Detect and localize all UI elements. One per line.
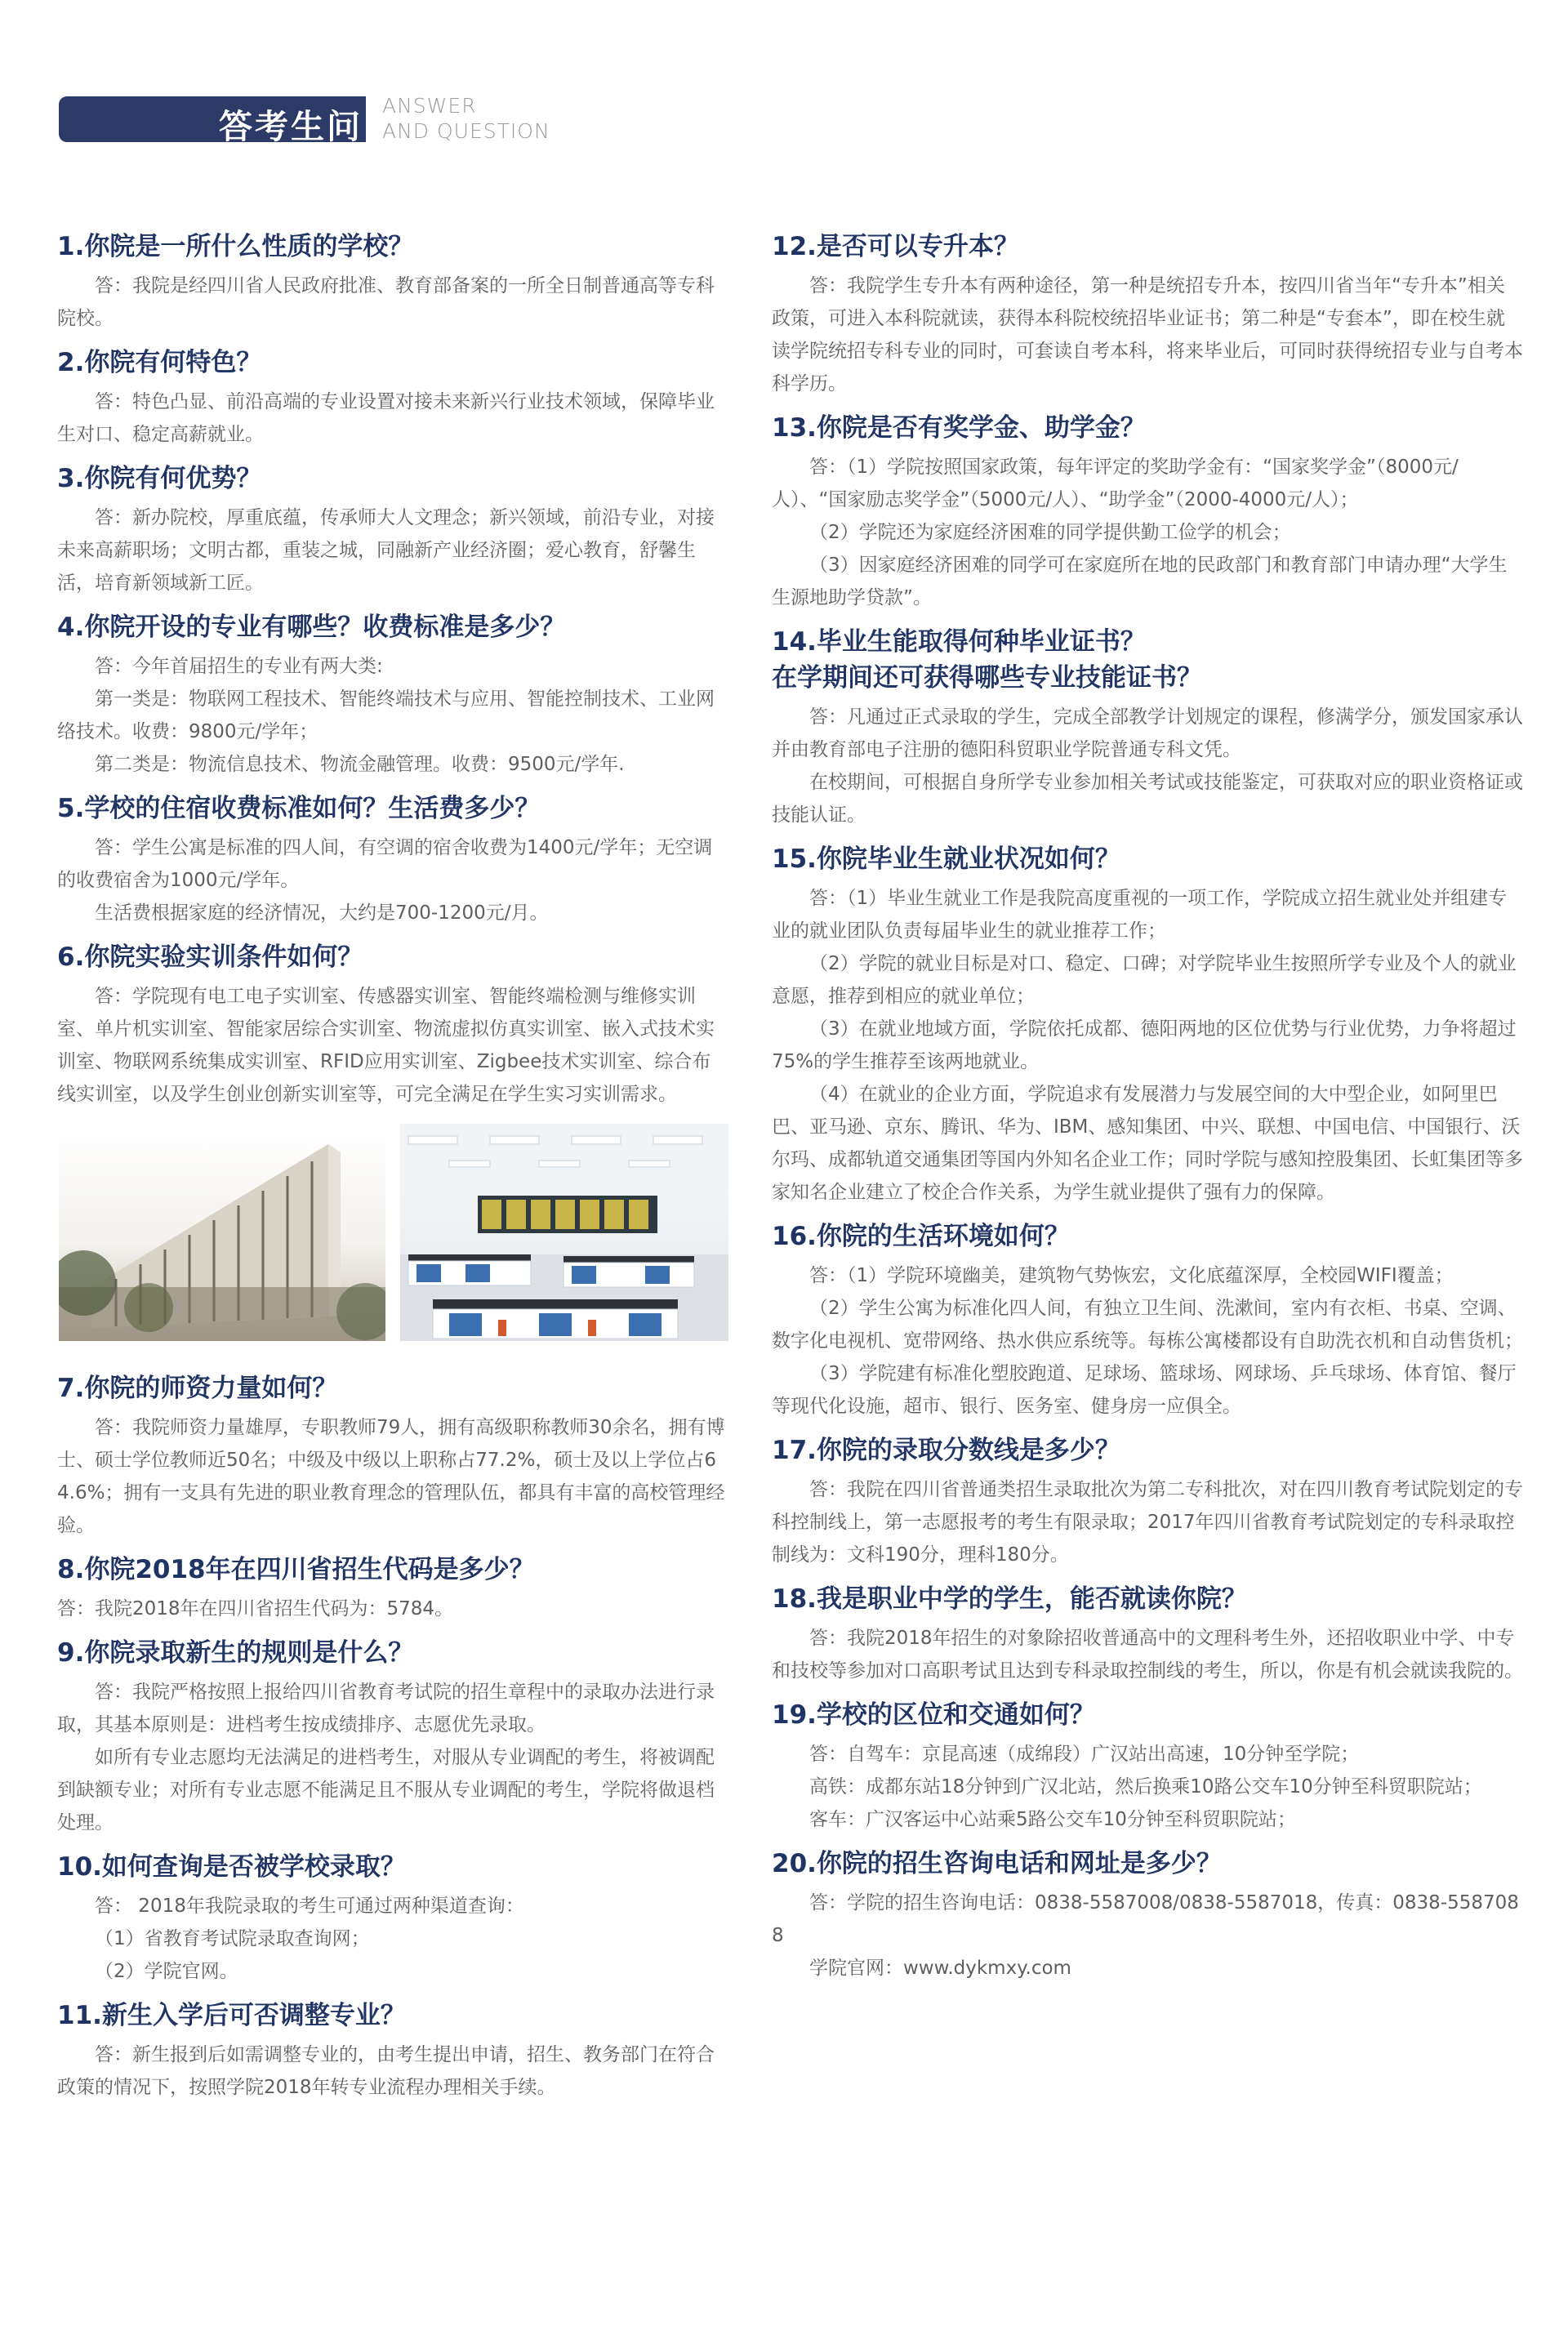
- qa-item-3: [57, 461, 727, 599]
- question-title: 9.你院录取新生的规则是什么？: [57, 1638, 414, 1668]
- header-subtitle-line2: AND QUESTION: [382, 119, 550, 143]
- qa-item-18: [772, 1581, 1523, 1687]
- answer-paragraph: （1）省教育考试院录取查询网；: [95, 1928, 370, 1949]
- question-title: 11.新生入学后可否调整专业？: [57, 2001, 406, 2030]
- qa-item-14: [772, 624, 1523, 831]
- page-header: [59, 93, 647, 147]
- answer-paragraph: （2）学生公寓为标准化四人间，有独立卫生间、洗漱间，室内有衣柜、书桌、空调、数字化电视机、宽带网络、热水供应系统等。每栋公寓楼都设有自助洗衣机和自动售货机；: [772, 1298, 1523, 1352]
- question-title: 2.你院有何特色？: [57, 348, 262, 377]
- qa-item-1: [57, 229, 727, 335]
- answer-paragraph: 答：（1）毕业生就业工作是我院高度重视的一项工作，学院成立招生就业处并组建专业的就业团队负责每届毕业生的就业推荐工作；: [772, 888, 1508, 942]
- answer-paragraph: （2）学院还为家庭经济困难的同学提供勤工俭学的机会；: [809, 522, 1291, 543]
- answer-paragraph: 答：我院2018年招生的对象除招收普通高中的文理科考生外，还招收职业中学、中专和技校等参加对口高职考试且达到专科录取控制线的考生，所以，你是有机会就读我院的。: [772, 1628, 1523, 1682]
- header-subtitle: [382, 93, 550, 144]
- question-title: 19.学校的区位和交通如何？: [772, 1700, 1095, 1730]
- answer-paragraph: 答：新办院校，厚重底蕴，传承师大人文理念；新兴领域，前沿专业，对接未来高薪职场；文明古都，重装之城，同融新产业经济圈；爱心教育，舒馨生活，培育新领域新工匠。: [57, 507, 715, 594]
- answer-paragraph: 答：我院学生专升本有两种途径，第一种是统招专升本，按四川省当年“专升本”相关政策，可进入本科院就读，获得本科院校统招毕业证书；第二种是“专套本”，即在校生就读学院统招专科专业的同时，可套读自考本科，将来毕业后，可同时获得统招专业与自考本科学历。: [772, 275, 1523, 394]
- qa-item-20: [772, 1846, 1523, 1985]
- qa-item-10: [57, 1849, 727, 1988]
- answer-paragraph: 如所有专业志愿均无法满足的进档考生，对服从专业调配的考生，将被调配到缺额专业；对所有专业志愿不能满足且不服从专业调配的考生，学院将做退档处理。: [57, 1747, 715, 1833]
- question-title: 17.你院的录取分数线是多少？: [772, 1436, 1120, 1465]
- answer-paragraph: 高铁：成都东站18分钟到广汉北站，然后换乘10路公交车10分钟至科贸职院站；: [809, 1776, 1482, 1798]
- qa-item-11: [57, 1998, 727, 2104]
- answer-paragraph: 答：我院是经四川省人民政府批准、教育部备案的一所全日制普通高等专科院校。: [57, 275, 715, 329]
- answer-paragraph: 答：凡通过正式录取的学生，完成全部教学计划规定的课程，修满学分，颁发国家承认并由教育部电子注册的德阳科贸职业学院普通专科文凭。: [772, 706, 1523, 760]
- qa-item-5: [57, 791, 727, 929]
- question-title: 8.你院2018年在四川省招生代码是多少？: [57, 1555, 535, 1584]
- answer-paragraph: 答：我院师资力量雄厚，专职教师79人，拥有高级职称教师30余名，拥有博士、硕士学位教师近50名；中级及中级以上职称占77.2%，硕士及以上学位占64.6%；拥有一支具有先进的职业教育理念的管理队伍，都具有丰富的高校管理经验。: [57, 1417, 725, 1536]
- answer-paragraph: （3）在就业地域方面，学院依托成都、德阳两地的区位优势与行业优势，力争将超过75%的学生推荐至该两地就业。: [772, 1018, 1517, 1072]
- left-column: [57, 229, 727, 2114]
- question-title: 7.你院的师资力量如何？: [57, 1374, 338, 1403]
- answer-paragraph: 答：我院在四川省普通类招生录取批次为第二专科批次，对在四川教育考试院划定的专科控制线上，第一志愿报考的考生有限录取；2017年四川省教育考试院划定的专科录取控制线为：文科190分，理科180分。: [772, 1479, 1523, 1566]
- qa-item-8: [57, 1552, 727, 1625]
- answer-paragraph: 生活费根据家庭的经济情况，大约是700-1200元/月。: [95, 902, 549, 924]
- question-title: 18.我是职业中学的学生，能否就读你院？: [772, 1584, 1247, 1614]
- question-title: 12.是否可以专升本？: [772, 232, 1019, 261]
- right-column: [772, 229, 1523, 1994]
- qa-item-15: [772, 841, 1523, 1209]
- question-title: 10.如何查询是否被学校录取？: [57, 1852, 406, 1882]
- answer-paragraph: 答：学生公寓是标准的四人间，有空调的宿舍收费为1400元/学年；无空调的收费宿舍为1000元/学年。: [57, 837, 713, 891]
- qa-item-19: [772, 1697, 1523, 1836]
- question-title: 3.你院有何优势？: [57, 464, 262, 493]
- question-title: [772, 624, 1523, 696]
- qa-item-9: [57, 1635, 727, 1839]
- question-title-line2: 在学期间还可获得哪些专业技能证书？: [772, 663, 1202, 693]
- question-title: 1.你院是一所什么性质的学校？: [57, 232, 414, 261]
- header-title: 答考生问: [219, 107, 363, 146]
- qa-item-16: [772, 1218, 1523, 1423]
- answer-paragraph: 客车：广汉客运中心站乘5路公交车10分钟至科贸职院站；: [809, 1809, 1296, 1830]
- qa-item-7: [57, 1370, 727, 1542]
- answer-paragraph: 答：自驾车：京昆高速（成绵段）广汉站出高速，10分钟至学院；: [809, 1744, 1360, 1765]
- campus-building-photo: [59, 1124, 385, 1341]
- question-title: 4.你院开设的专业有哪些？收费标准是多少？: [57, 613, 566, 642]
- answer-paragraph: 答：特色凸显、前沿高端的专业设置对接未来新兴行业技术领域，保障毕业生对口、稳定高薪就业。: [57, 391, 715, 445]
- answer-paragraph: （2）学院官网。: [95, 1961, 238, 1982]
- answer-paragraph: 答：（1）学院按照国家政策，每年评定的奖助学金有：“国家奖学金”（8000元/人）、“国家励志奖学金”（5000元/人）、“助学金”（2000-4000元/人）；: [772, 457, 1459, 510]
- qa-item-12: [772, 229, 1523, 400]
- answer-paragraph: 答：（1）学院环境幽美，建筑物气势恢宏，文化底蕴深厚，全校园WIFI覆盖；: [809, 1265, 1454, 1286]
- answer-paragraph: 第二类是：物流信息技术、物流金融管理。收费：9500元/学年.: [95, 754, 625, 775]
- qa-item-2: [57, 345, 727, 451]
- question-title-line1: 14.毕业生能取得何种毕业证书？: [772, 627, 1146, 657]
- answer-paragraph: 答：我院2018年在四川省招生代码为：5784。: [57, 1598, 454, 1619]
- answer-paragraph: （4）在就业的企业方面，学院追求有发展潜力与发展空间的大中型企业，如阿里巴巴、亚马逊、京东、腾讯、华为、IBM、感知集团、中兴、联想、中国电信、中国银行、沃尔玛、成都轨道交通集团等国内外知名企业工作；同时学院与感知控股集团、长虹集团等多家知名企业建立了校企合作关系，为学生就业提供了强有力的保障。: [772, 1084, 1523, 1203]
- answer-paragraph: 答：学院现有电工电子实训室、传感器实训室、智能终端检测与维修实训室、单片机实训室、智能家居综合实训室、物流虚拟仿真实训室、嵌入式技术实训室、物联网系统集成实训室、RFID应用实训室、Zigbee技术实训室、综合布线实训室，以及学生创业创新实训室等，可完全满足在学生实习实训需求。: [57, 986, 715, 1105]
- campus-photos: [59, 1124, 727, 1349]
- answer-paragraph: （2）学院的就业目标是对口、稳定、口碑；对学院毕业生按照所学专业及个人的就业意愿，推荐到相应的就业单位；: [772, 953, 1517, 1007]
- qa-item-13: [772, 410, 1523, 614]
- website-text: 学院官网：www.dykmxy.com: [809, 1958, 1071, 1979]
- header-subtitle-line1: ANSWER: [382, 94, 477, 118]
- answer-paragraph: 第一类是：物联网工程技术、智能终端技术与应用、智能控制技术、工业网络技术。收费：9800元/学年；: [57, 688, 715, 742]
- answer-paragraph: （3）因家庭经济困难的同学可在家庭所在地的民政部门和教育部门申请办理“大学生生源地助学贷款”。: [772, 555, 1508, 608]
- answer-paragraph: （3）学院建有标准化塑胶跑道、足球场、篮球场、网球场、乒乓球场、体育馆、餐厅等现代化设施，超市、银行、医务室、健身房一应俱全。: [772, 1363, 1517, 1417]
- qa-item-17: [772, 1432, 1523, 1571]
- answer-paragraph: 答：学院的招生咨询电话：0838-5587008/0838-5587018，传真：0838-5587088: [772, 1892, 1519, 1946]
- answer-paragraph: 答： 2018年我院录取的考生可通过两种渠道查询：: [95, 1896, 524, 1917]
- lab-room-photo: [400, 1124, 728, 1341]
- question-title: 13.你院是否有奖学金、助学金？: [772, 413, 1146, 443]
- question-title: 6.你院实验实训条件如何？: [57, 942, 363, 972]
- question-title: 15.你院毕业生就业状况如何？: [772, 844, 1120, 874]
- answer-paragraph: 答：我院严格按照上报给四川省教育考试院的招生章程中的录取办法进行录取，其基本原则是：进档考生按成绩排序、志愿优先录取。: [57, 1682, 715, 1735]
- answer-paragraph: 答：新生报到后如需调整专业的，由考生提出申请，招生、教务部门在符合政策的情况下，按照学院2018年转专业流程办理相关手续。: [57, 2044, 715, 2098]
- answer-paragraph: 答：今年首届招生的专业有两大类:: [95, 656, 383, 677]
- question-title: 16.你院的生活环境如何？: [772, 1222, 1070, 1251]
- answer-paragraph: 在校期间，可根据自身所学专业参加相关考试或技能鉴定，可获取对应的职业资格证或技能认证。: [772, 772, 1523, 826]
- qa-item-6: [57, 939, 727, 1111]
- question-title: 5.学校的住宿收费标准如何？生活费多少？: [57, 794, 541, 823]
- qa-item-4: [57, 609, 727, 781]
- question-title: 20.你院的招生咨询电话和网址是多少？: [772, 1849, 1222, 1878]
